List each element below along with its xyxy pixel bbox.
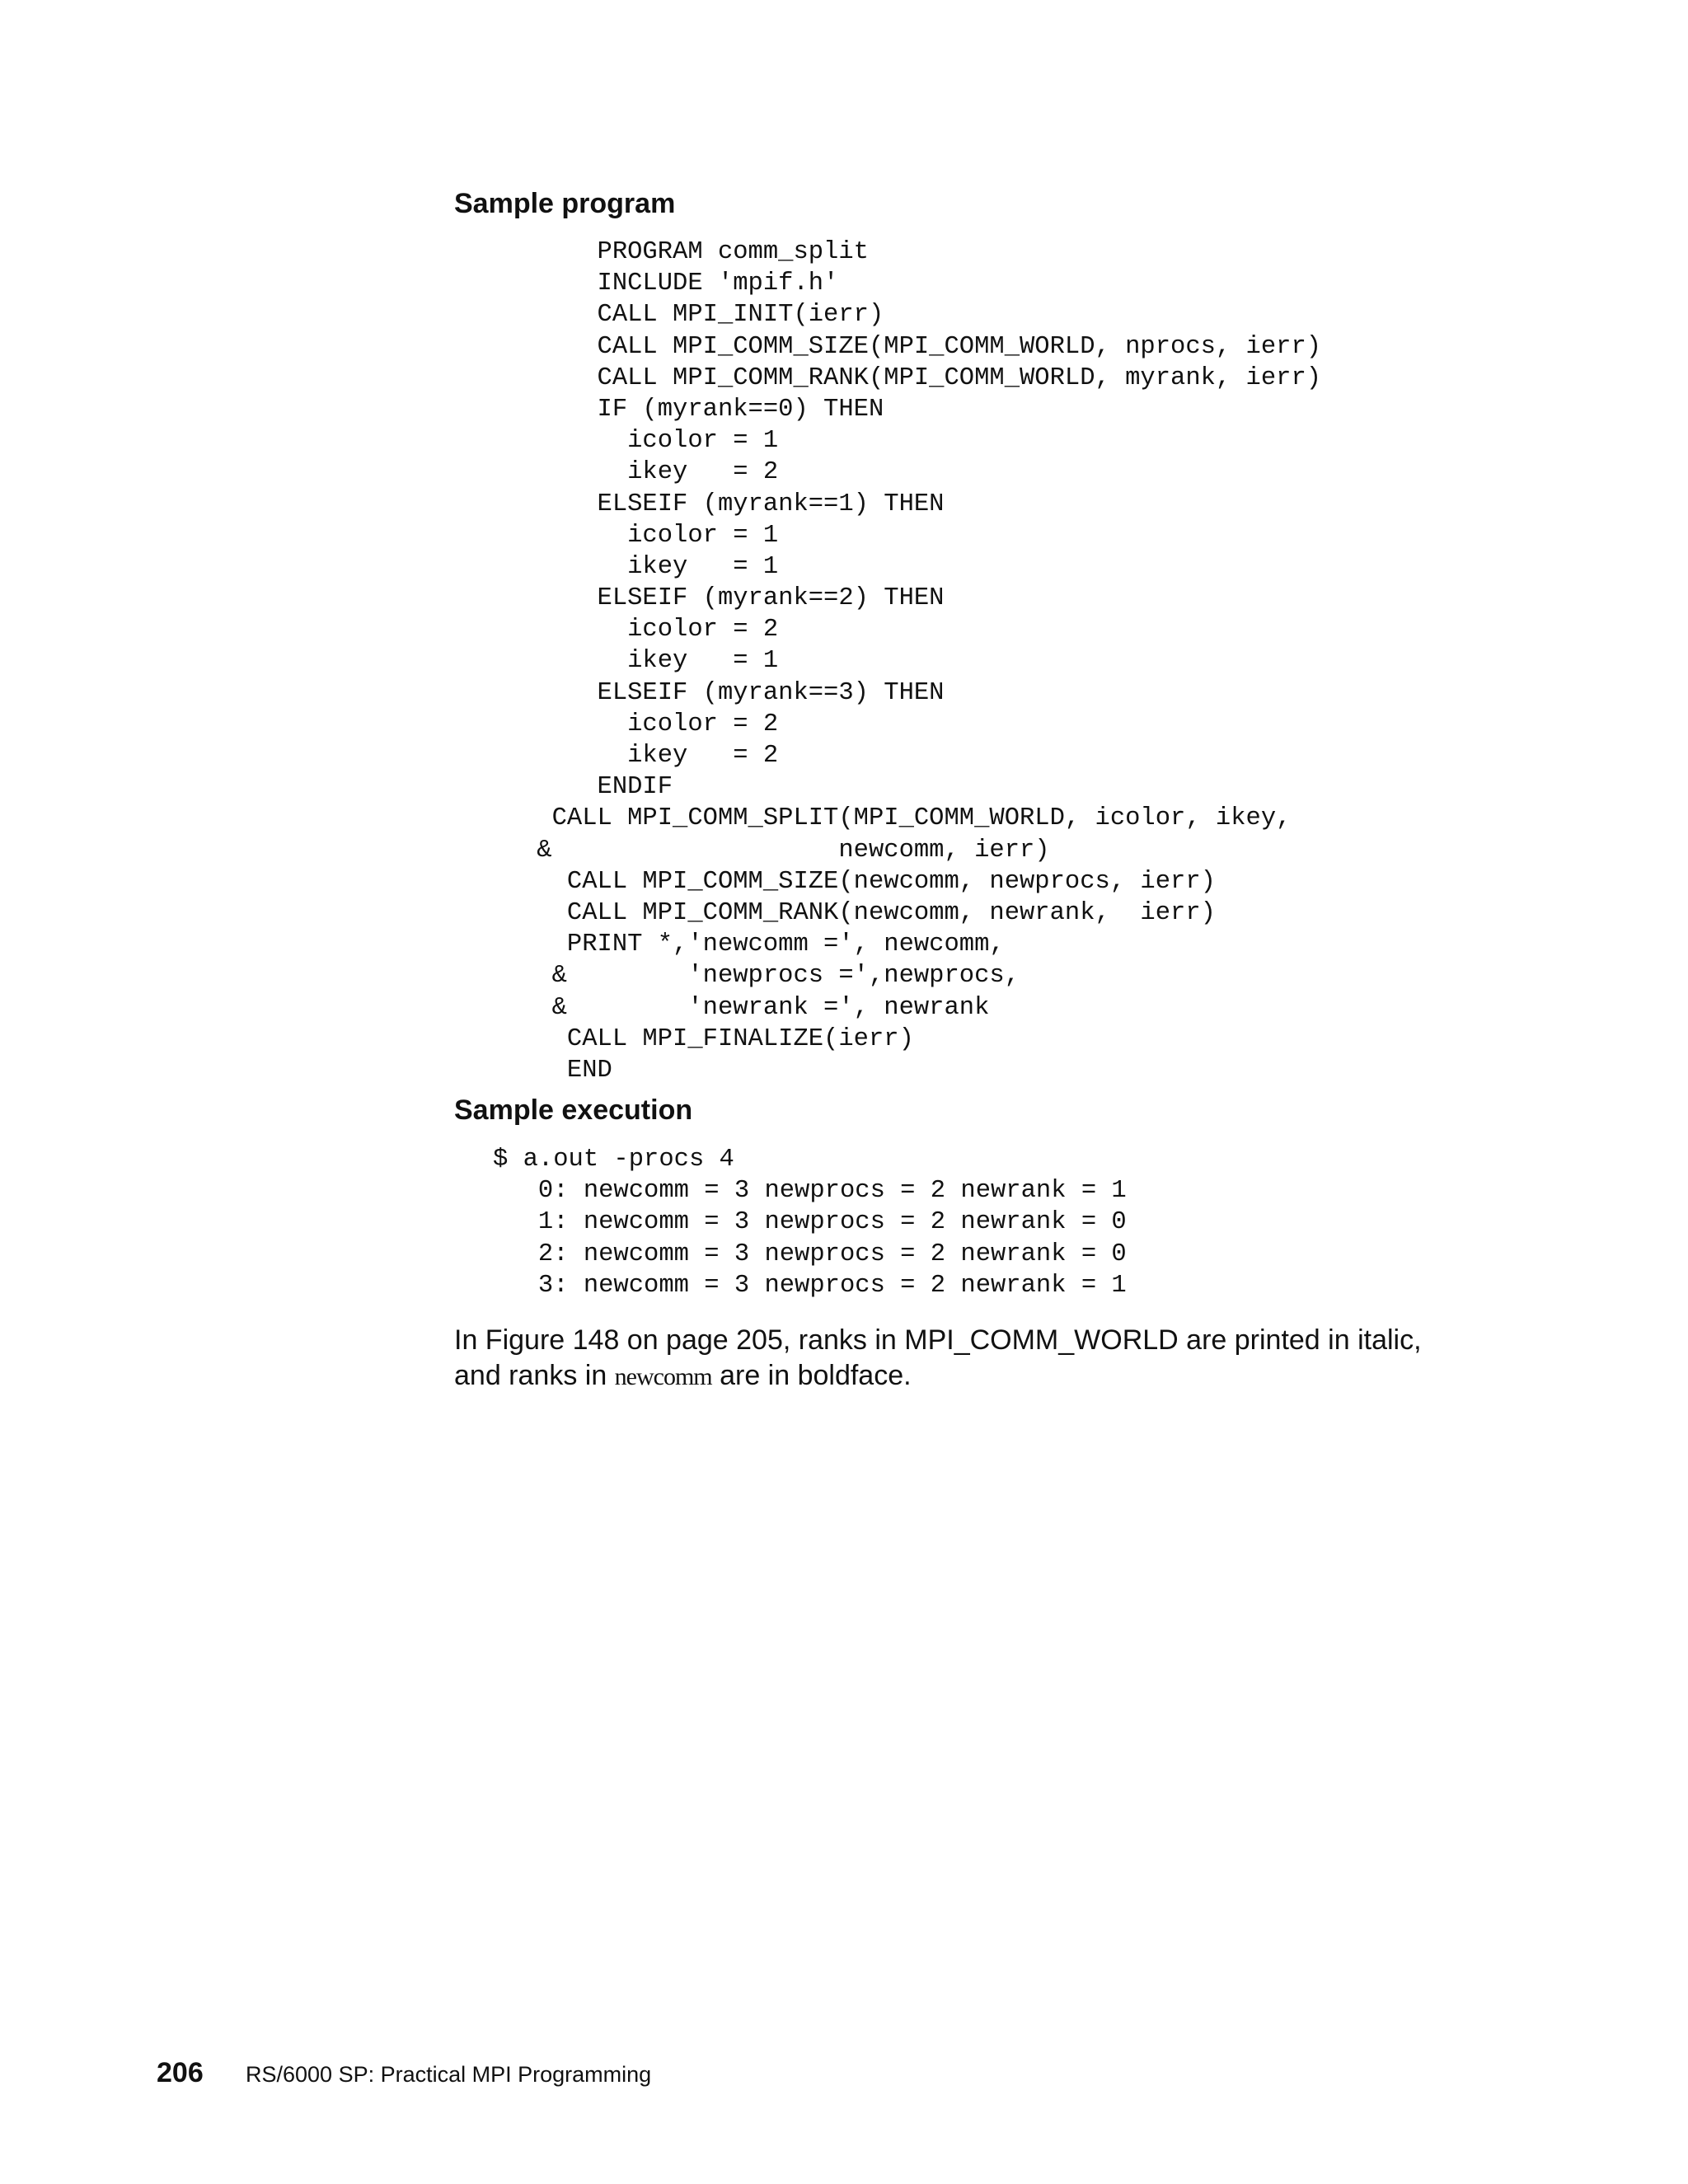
code-line: ELSEIF (myrank==2) THEN <box>522 584 945 613</box>
code-line: ikey = 2 <box>522 742 779 770</box>
code-line: END <box>522 1056 612 1085</box>
output-line: 2: newcomm = 3 newprocs = 2 newrank = 0 <box>493 1240 1127 1268</box>
paragraph-text-start: In Figure 148 on page 205, ranks in MPI_COMM_WORLD are printed in italic, and ranks in <box>454 1324 1422 1391</box>
code-line: CALL MPI_COMM_RANK(newcomm, newrank, ierr) <box>522 898 1216 927</box>
paragraph-text-end: are in boldface. <box>711 1360 912 1391</box>
code-line: icolor = 2 <box>522 710 779 738</box>
code-line: IF (myrank==0) THEN <box>522 395 884 424</box>
code-line: CALL MPI_COMM_SIZE(MPI_COMM_WORLD, nprocs, ierr) <box>522 332 1322 361</box>
code-line: INCLUDE 'mpif.h' <box>522 269 839 298</box>
code-line: CALL MPI_INIT(ierr) <box>522 301 884 330</box>
code-line: CALL MPI_COMM_SPLIT(MPI_COMM_WORLD, icolor, ikey, <box>522 804 1292 833</box>
output-line: 0: newcomm = 3 newprocs = 2 newrank = 1 <box>493 1177 1127 1206</box>
section-heading-sample-execution: Sample execution <box>454 1094 693 1126</box>
code-line: PROGRAM comm_split <box>522 238 869 266</box>
explanation-paragraph <box>454 1323 1443 1394</box>
code-line: CALL MPI_COMM_SIZE(newcomm, newprocs, ierr) <box>522 867 1216 896</box>
code-line: icolor = 2 <box>522 616 779 644</box>
code-line: ELSEIF (myrank==3) THEN <box>522 678 945 707</box>
book-title: RS/6000 SP: Practical MPI Programming <box>246 2062 652 2087</box>
code-line: CALL MPI_COMM_RANK(MPI_COMM_WORLD, myrank, ierr) <box>522 363 1322 392</box>
code-line: icolor = 1 <box>522 427 779 456</box>
code-line: ELSEIF (myrank==1) THEN <box>522 490 945 518</box>
code-line: & 'newrank =', newrank <box>522 993 990 1022</box>
page-footer <box>157 2057 651 2089</box>
code-line: ENDIF <box>522 773 673 802</box>
section-heading-sample-program: Sample program <box>454 188 676 219</box>
inline-code-newcomm: newcomm <box>614 1363 712 1390</box>
code-line: & newcomm, ierr) <box>522 836 1050 865</box>
code-line: ikey = 2 <box>522 458 779 487</box>
sample-execution-output-block <box>493 1144 1127 1301</box>
code-line: PRINT *,'newcomm =', newcomm, <box>522 930 1005 959</box>
output-line: $ a.out -procs 4 <box>493 1146 734 1174</box>
code-line: icolor = 1 <box>522 521 779 550</box>
code-line: ikey = 1 <box>522 552 779 581</box>
code-line: CALL MPI_FINALIZE(ierr) <box>522 1024 914 1053</box>
page-number: 206 <box>157 2057 204 2088</box>
sample-program-code-block <box>522 237 1321 1086</box>
code-line: ikey = 1 <box>522 647 779 676</box>
code-line: & 'newprocs =',newprocs, <box>522 962 1020 991</box>
output-line: 1: newcomm = 3 newprocs = 2 newrank = 0 <box>493 1208 1127 1237</box>
output-line: 3: newcomm = 3 newprocs = 2 newrank = 1 <box>493 1271 1127 1300</box>
